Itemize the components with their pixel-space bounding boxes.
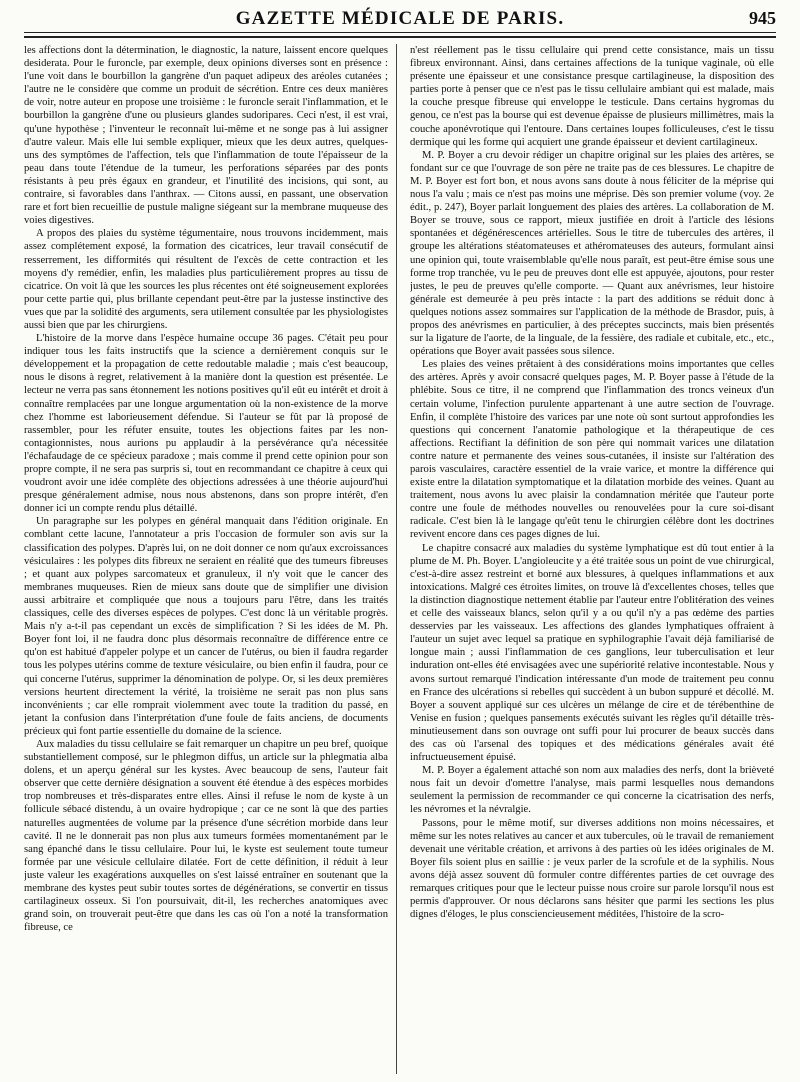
paragraph: M. P. Boyer a également attaché son nom aux maladies des nerfs, dont la brièveté nous fait un devoir d'omettre l'analyse, mais parmi lesquelles nous demandons seulement la permission de recommander ce qui concerne la cicatrisation des nerfs, les névromes et la névralgie. (410, 765, 774, 816)
paragraph: n'est réellement pas le tissu cellulaire qui prend cette consistance, mais un tissu fibreux environnant. Ainsi, dans certaines affections de la tunique vaginale, où elle présente une épaisseur et une consistance presque cartilagineuse, la disposition des parties porte à penser que ce n'est pas le tissu cellulaire ambiant qui est malade, mais la couche presque fibreuse qui enveloppe le testicule. Dans certains hygromas du genou, ce n'est pas la bourse qui est devenue épaisse de plusieurs millimètres, mais la couche aponévrotique qui l'entoure. Dans certaines loupes folliculeuses, c'est le tissu dermique qui les forme qui acquiert une grande épaisseur et devient cartilagineux. (410, 45, 774, 148)
paragraph: Aux maladies du tissu cellulaire se fait remarquer un chapitre un peu bref, quoique substantiellement composé, sur le phlegmon diffus, un article sur la phlegmatia alba dolens, et un aperçu général sur les kystes. Avec beaucoup de sens, l'auteur fait observer que cette dernière désignation a souvent été étendue à des espèces morbides trop nombreuses et très-disparates entre elles. Ainsi il refuse le nom de kyste à un follicule sébacé distendu, à un ovaire hydropique ; car ce ne sont là que des parties naturelles augmentées de volume par la présence d'une sécrétion morbide dans leur cavité. Il ne le donnerait pas non plus aux tumeurs formées momentanément par le sang épanché dans le tissu cellulaire. Pour lui, le kyste est seulement toute tumeur formée par une vésicule cellulaire dilatée. Fort de cette définition, il réduit à leur juste valeur les exagérations auxquelles on s'est laissé entraîner en soutenant que la membrane des kystes peut subir toutes sortes de dégénérations, se convertir en tissus cartilagineux osseux. Si l'on poursuivait, dit-il, les recherches anatomiques avec grand soin, on trouverait peut-être que dans les cas où l'on a noté la transformation fibreuse, ce (24, 738, 388, 934)
page-header (24, 6, 776, 38)
page-number: 945 (749, 8, 776, 28)
paragraph: Un paragraphe sur les polypes en général manquait dans l'édition originale. En comblant cette lacune, l'annotateur a pris l'occasion de formuler son avis sur la classification des polypes. D'après lui, on ne doit donner ce nom qu'aux excroissances vésiculaires : les polypes dits fibreux ne seraient en réalité que des tumeurs fibreuses ; et quant aux polypes sarcomateux et granuleux, il n'y voit que le cancer des membranes muqueuses. Rien de mieux sans doute que de simplifier une division aussi arbitraire et compliquée que nous a toujours paru l'être, dans les traités classiques, celle des diverses espèces de polypes. C'est donc là un véritable progrès. Mais n'y a-t-il pas cependant un excès de simplification ? Si les idées de M. Ph. Boyer font loi, il ne faudra donc plus désormais reconnaître de différence entre ce qu'on est habitué d'appeler polype et un cancer de l'utérus, ou bien il faudra regarder tous les polypes utérins comme de texture vésiculaire, ou bien enfin il faudra, pour ce qui concerne l'utérus, supprimer la dénomination de polype. Or, si les deux premières versions heurtent directement la vérité, la troisième ne serait pas non plus sans inconvénients ; car elle romprait violemment avec toute la tradition du passé, en jetant la confusion dans l'interprétation d'une foule de faits anciens, de documents précieux qui font partie essentielle du domaine de la science. (24, 516, 388, 737)
running-title: GAZETTE MÉDICALE DE PARIS. (235, 8, 565, 29)
paragraph: les affections dont la détermination, le diagnostic, la nature, laissent encore quelques desiderata. Pour le furoncle, par exemple, deux opinions diverses sont en présence : l'une voit dans le bourbillon la gangrène d'un paquet adipeux des aréoles cutanées ; l'autre ne le considère que comme un produit de sécrétion. Entre ces deux manières de voir, notre auteur en propose une troisième : le furoncle serait l'inflammation, et le bourbillon la gangrène d'une ou plusieurs glandes sudoripares. Ceci n'est, il est vrai, qu'une hypothèse ; l'inventeur le reconnaît lui-même et ne songe pas à lui assigner d'autre valeur. Mais elle lui semble expliquer, mieux que les deux autres, quelques-uns des symptômes de l'affection, tels que l'inflammation de toute l'épaisseur de la peau dans toute l'étendue de la tumeur, les perforations séparées par des ponts résistants à peu près égaux en grandeur, et l'inutilité des incisions, qui sont, au contraire, si favorables dans l'anthrax. — Citons aussi, en passant, une observation rare et fort bien recueillie de pustule maligne siégeant sur la membrane muqueuse des voies digestives. (24, 45, 388, 227)
column-divider (396, 44, 397, 1074)
header-rule (24, 32, 776, 33)
paragraph: A propos des plaies du système tégumentaire, nous trouvons incidemment, mais assez complétement exposé, la formation des cicatrices, leur travail consécutif de resserrement, les difformités qui résultent de l'excès de cette contraction et les moyens d'y remédier, enfin, les maladies plus particulièrement propres au tissu de cicatrice. On voit là que les sources les plus récentes ont été soigneusement explorées pour cette partie qui, plus brillante cependant peut-être par la justesse instinctive des vues que par la solidité des arguments, sera utilement consultée par les physiologistes aussi bien que par les chirurgiens. (24, 228, 388, 331)
paragraph: Le chapitre consacré aux maladies du système lymphatique est dû tout entier à la plume de M. Ph. Boyer. L'angioleucite y a été traitée sous un point de vue chirurgical, c'est-à-dire assez restreint et borné aux blessures, à quelques inflammations et aux intoxications. Malgré ces étroites limites, on trouve là d'excellentes choses, telles que la distinction diagnostique nettement établie par l'auteur entre l'oblitération des veines et celle des vaisseaux blancs, selon qu'il y a ou qu'il n'y a pas œdème des parties desservies par les vaisseaux. Les affections des glandes lymphatiques offraient à l'auteur un sujet avec lequel sa pratique en syphilographie l'avait déjà familiarisé de longue main ; aussi l'inflammation de ces ganglions, leur tuberculisation et leur induration ont-elles été envisagées avec une supériorité relative incontestable. Nous y avons surtout remarqué l'indication intéressante d'un mode de traitement peu connu en France des ulcérations si rebelles qui succèdent à un bubon suppuré et décollé. M. Boyer a souvent appliqué sur ces ulcères un mélange de cire et de térébenthine de Venise en fusion ; quelques pansements exécutés suivant les règles qu'il détaille très-minutieusement dans son ouvrage ont suffi pour lui procurer de beaux succès dans des cas où l'arsenal des topiques et des médications générales avait été infructueusement épuisé. (410, 542, 774, 764)
paragraph: M. P. Boyer a cru devoir rédiger un chapitre original sur les plaies des artères, se fondant sur ce que l'ouvrage de son père ne traite pas de ces blessures. Le chapitre de M. P. Boyer est fort bon, et nous avons sans doute à nous féliciter de la méprise qui nous l'a valu ; mais ce n'est pas moins une méprise. Dès son premier volume (voy. 2e édit., p. 247), Boyer parlait longuement des plaies des artères. La collaboration de M. Boyer se trouve, sous ce rapport, mieux justifiée en droit à l'article des lésions spontanées et dégénérescences artérielles. Sous le titre de tubercules des artères, il groupe les altérations stéatomateuses et athéromateuses des auteurs, formulant ainsi une opinion qui, toute vraisemblable qu'elle nous paraît, est peut-être émise sous une forme trop tranchée, vu le peu de preuves dont elle est appuyée, ajoutons, pour rester justes, le peu de preuves qu'elle comporte. — Quant aux anévrismes, leur histoire générale est demeurée à peu près intacte : la part des additions se réduit donc à quelques notions assez sommaires sur l'application de la méthode de Brasdor, puis, à propos des anévrismes en particulier, à des préceptes succincts, mais bien présentés sur la ligature de l'aorte, de la linguale, de la fessière, des radiale et cubitale, etc., etc., opérations que Boyer avait passées sous silence. (410, 149, 774, 358)
right-column (410, 44, 774, 1074)
paragraph: Les plaies des veines prêtaient à des considérations moins importantes que celles des artères. Après y avoir consacré quelques pages, M. P. Boyer passe à l'étude de la phlébite. Sous ce titre, il ne comprend que l'inflammation des troncs veineux d'un certain volume, l'infection purulente appartenant à une autre section de l'ouvrage. Enfin, il complète l'histoire des varices par une note où sont surtout approfondies les questions qui concernent l'anatomie pathologique et la thérapeutique de ces affections. Rectifiant la définition de son père qui nommait varices une dilatation contre nature et permanente des veines sous-cutanées, il insiste sur l'altération des parois vasculaires, caractère essentiel de la vraie varice, et montre la différence qui existe entre la dilatation symptomatique et la dilatation morbide des veines. Quant au traitement, nous avons lu avec plaisir la condamnation méritée que l'auteur porte contre une foule de méthodes nouvelles ou renouvelées pour la cure soi-disant radicale. C'est bien là le langage qu'eût tenu le chirurgien célèbre dont les doctrines revivent encore dans ces pages dignes de lui. (410, 359, 774, 541)
left-column (24, 44, 388, 1074)
paragraph: Passons, pour le même motif, sur diverses additions non moins nécessaires, et même sur les notes relatives au cancer et aux tubercules, où le travail de remaniement devenait une véritable création, et arrivons à des parties où les idées originales de M. Boyer fils soient plus en saillie : je veux parler de la scrofule et de la syphilis. Nous avons déjà assez souvent dû formuler contre différentes parties de cet ouvrage des remarques critiques pour que le lecteur puisse nous croire sur parole lorsqu'il nous est permis d'approuver. Or nous déclarons sans hésiter que parmi les sections les plus dignes d'éloges, le plus consciencieusement méditées, l'histoire de la scro- (410, 817, 774, 921)
paragraph: L'histoire de la morve dans l'espèce humaine occupe 36 pages. C'était peu pour indiquer tous les faits instructifs que la science a dernièrement conquis sur le développement et la propagation de cette redoutable maladie ; mais c'est beaucoup, nous le disons à regret, relativement à la manière dont la question est présentée. Le lecteur ne verra pas sans étonnement les notions positives qu'il eût eu intérêt et droit à connaître remplacées par une longue argumentation où la non-existence de la morve chez l'homme est laborieusement défendue. Si l'auteur se fût par là proposé de rassembler, pour les réfuter ensuite, toutes les objections faites par les non-contagionnistes, nous aurions pu applaudir à la persévérance qu'a nécessitée l'échafaudage de ce spécieux paradoxe ; mais comme il prend cette opinion pour son propre compte, il ne sera pas surpris si, tout en recommandant ce chapitre à ceux qui voudront avoir une idée complète des objections adressées à une théorie aujourd'hui presque généralement admise, nous nous abstenons, dans son propre intérêt, d'en donner ici un compte rendu plus détaillé. (24, 333, 388, 515)
